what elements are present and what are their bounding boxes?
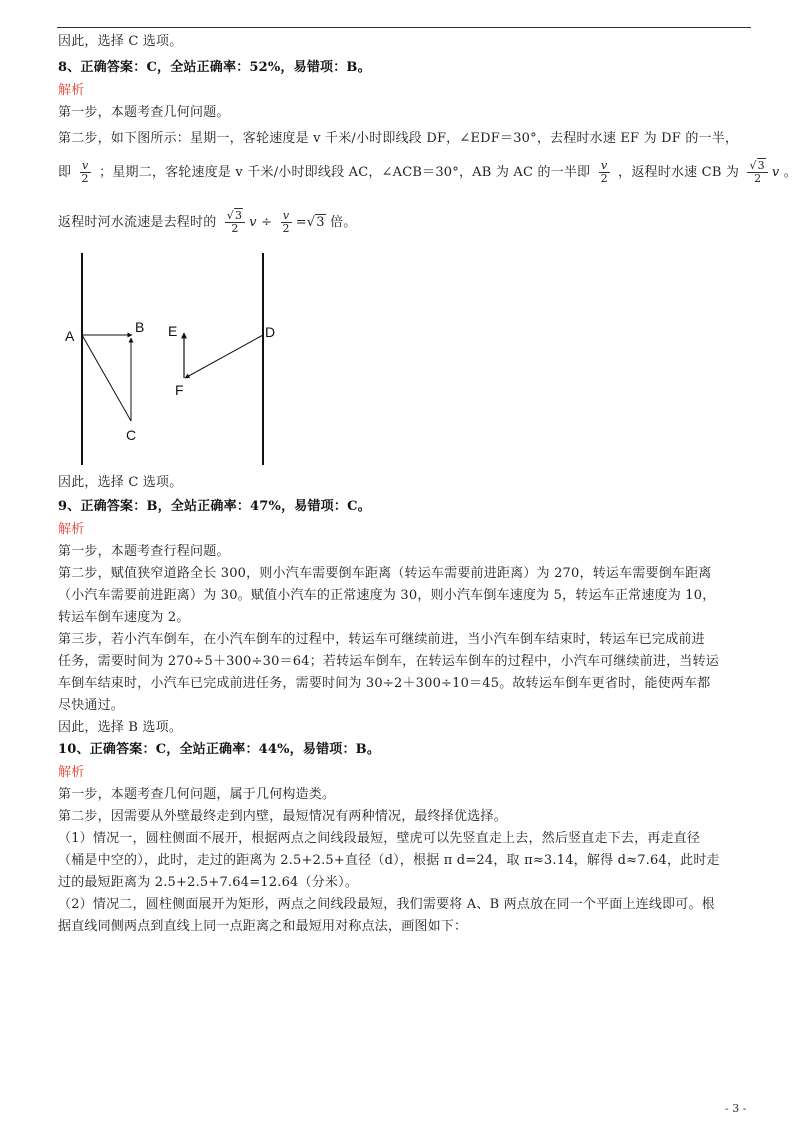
- fraction-v-over-2: $\frac{v}{2}$: [81, 159, 89, 185]
- q10-line: 第一步，本题考查几何问题，属于几何构造类。: [58, 787, 336, 802]
- q8-step1: 第一步，本题考查几何问题。: [58, 105, 230, 120]
- q9-answer-header: 9、正确答案：B，全站正确率：47%，易错项：C。: [58, 499, 371, 514]
- segment-df: [185, 335, 263, 378]
- q9-line: 任务，需要时间为 270÷5＋300÷30＝64；若转运车倒车，在转运车倒车的过程中，小汽车可继续前进，当转运: [58, 654, 719, 669]
- q10-line: （2）情况二，圆柱侧面展开为矩形，两点之间线段最短，我们需要将 A、B 两点放在同一个平面上连线即可。根: [58, 897, 715, 912]
- q9-line: 第三步，若小汽车倒车，在小汽车倒车的过程中，转运车可继续前进，当小汽车倒车结束时，转运车已完成前进: [58, 632, 705, 647]
- header-rule: [57, 27, 751, 28]
- q9-line: 转运车倒车速度为 2。: [58, 610, 190, 625]
- point-label-a: A: [65, 328, 75, 344]
- point-label-f: F: [175, 382, 184, 398]
- q10-line: 过的最短距离为 2.5+2.5+7.64=12.64（分米）。: [58, 875, 359, 890]
- fraction-v-over-2: $\frac{v}{2}$: [600, 159, 608, 185]
- point-label-d: D: [265, 324, 276, 340]
- segment-ac: [82, 335, 131, 421]
- q9-line: 第一步，本题考查行程问题。: [58, 544, 230, 559]
- q10-line: 据直线同侧两点到直线上同一点距离之和最短用对称点法，画图如下：: [58, 919, 468, 934]
- q9-line: 第二步，赋值狭窄道路全长 300，则小汽车需要倒车距离（转运车需要前进距离）为 270，转运车需要倒车距离: [58, 566, 712, 581]
- fraction-v-over-2: $\frac{v}{2}$: [282, 209, 290, 235]
- q7-conclusion: 因此，选择 C 选项。: [58, 34, 183, 49]
- point-label-b: B: [135, 319, 145, 335]
- q8-conclusion: 因此，选择 C 选项。: [58, 475, 183, 490]
- q10-answer-header: 10、正确答案：C，全站正确率：44%，易错项：B。: [58, 742, 381, 757]
- q10-line: （桶是中空的），此时，走过的距离为 2.5+2.5+直径（d），根据 π d=24，取 π≈3.14，解得 d≈7.64，此时走: [58, 853, 720, 868]
- q9-analysis-label: 解析: [58, 522, 85, 537]
- q9-conclusion: 因此，选择 B 选项。: [58, 720, 183, 735]
- q8-answer-header: 8、正确答案：C，全站正确率：52%，易错项：B。: [58, 60, 371, 75]
- q8-analysis-label: 解析: [58, 83, 85, 98]
- q8-step2-line2: 即 $\frac{v}{2}$ ；星期二，客轮速度是 v 千米/小时即线段 AC，∠ACB＝30°，AB 为 AC 的一半即 $\frac{v}{2}$ ，返程时水速 CB 为 $\frac{√3}{2}$ v 。: [58, 159, 797, 185]
- point-label-e: E: [168, 323, 178, 339]
- q8-step2-line3: 返程时河水流速是去程时的 $\frac{√3}{2}$ v ÷ $\frac{v}{2}$ =√3 倍。: [58, 209, 357, 235]
- q9-line: 尽快通过。: [58, 698, 125, 713]
- q8-step2-line1: 第二步，如下图所示：星期一，客轮速度是 v 千米/小时即线段 DF，∠EDF＝30°，去程时水速 EF 为 DF 的一半，: [58, 131, 739, 146]
- page-number: - 3 -: [725, 1102, 747, 1115]
- q9-line: 车倒车结束时，小汽车已完成前进任务，需要时间为 30÷2＋300÷10＝45。故转运车倒车更省时，能使两车都: [58, 676, 711, 691]
- river-velocity-diagram: [55, 245, 285, 470]
- fraction-sqrt3-over-2: $\frac{√3}{2}$: [225, 210, 245, 235]
- q10-analysis-label: 解析: [58, 765, 85, 780]
- q10-line: （1）情况一，圆柱侧面不展开，根据两点之间线段最短，壁虎可以先竖直走上去，然后竖直走下去，再走直径: [58, 831, 701, 846]
- q9-line: （小汽车需要前进距离）为 30。赋值小汽车的正常速度为 30，则小汽车倒车速度为 5，转运车正常速度为 10，: [58, 588, 716, 603]
- fraction-sqrt3-over-2: $\frac{√3}{2}$: [747, 160, 767, 185]
- point-label-c: C: [126, 427, 137, 443]
- q10-line: 第二步，因需要从外壁最终走到内壁，最短情况有两种情况，最终择优选择。: [58, 809, 507, 824]
